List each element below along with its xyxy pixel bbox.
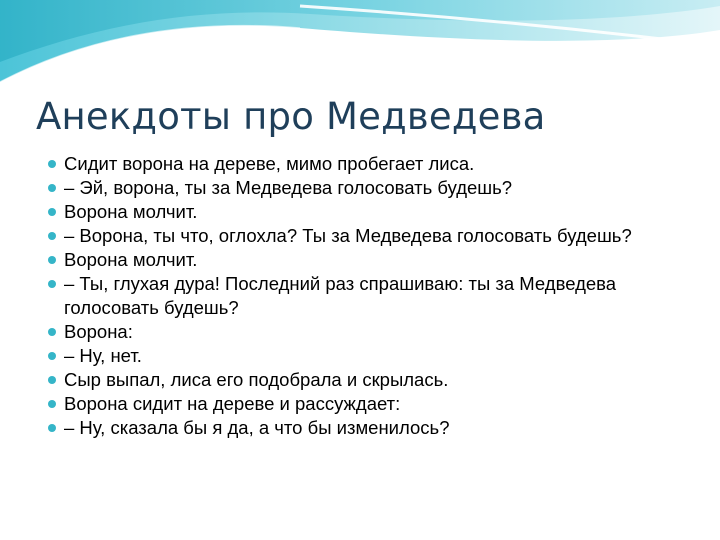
bullet-list bbox=[44, 152, 684, 440]
list-item-text: – Ну, сказала бы я да, а что бы изменилось? bbox=[64, 417, 450, 438]
round-bullet-icon bbox=[48, 232, 56, 240]
round-bullet-icon bbox=[48, 328, 56, 336]
list-item bbox=[44, 200, 684, 224]
list-item bbox=[44, 368, 684, 392]
round-bullet-icon bbox=[48, 208, 56, 216]
header-wave-decoration bbox=[0, 0, 720, 90]
list-item-text: – Ну, нет. bbox=[64, 345, 142, 366]
list-item-text: Сыр выпал, лиса его подобрала и скрылась. bbox=[64, 369, 449, 390]
list-item-text: Ворона молчит. bbox=[64, 201, 198, 222]
list-item bbox=[44, 176, 684, 200]
list-item-text: – Эй, ворона, ты за Медведева голосовать будешь? bbox=[64, 177, 513, 198]
slide-title: Анекдоты про Медведева bbox=[36, 95, 546, 138]
list-item bbox=[44, 272, 684, 320]
list-item-text: Сидит ворона на дереве, мимо пробегает лиса. bbox=[64, 153, 475, 174]
list-item-text: – Ты, глухая дура! Последний раз спрашиваю: ты за Медведева голосовать будешь? bbox=[64, 273, 617, 318]
round-bullet-icon bbox=[48, 352, 56, 360]
round-bullet-icon bbox=[48, 280, 56, 288]
list-item bbox=[44, 152, 684, 176]
round-bullet-icon bbox=[48, 400, 56, 408]
list-item bbox=[44, 416, 684, 440]
round-bullet-icon bbox=[48, 424, 56, 432]
list-item-text: Ворона молчит. bbox=[64, 249, 198, 270]
list-item-text: – Ворона, ты что, оглохла? Ты за Медведева голосовать будешь? bbox=[64, 225, 632, 246]
round-bullet-icon bbox=[48, 256, 56, 264]
round-bullet-icon bbox=[48, 184, 56, 192]
list-item bbox=[44, 392, 684, 416]
round-bullet-icon bbox=[48, 160, 56, 168]
list-item bbox=[44, 248, 684, 272]
list-item bbox=[44, 344, 684, 368]
list-item-text: Ворона: bbox=[64, 321, 133, 342]
list-item-text: Ворона сидит на дереве и рассуждает: bbox=[64, 393, 401, 414]
list-item bbox=[44, 320, 684, 344]
list-item bbox=[44, 224, 684, 248]
round-bullet-icon bbox=[48, 376, 56, 384]
